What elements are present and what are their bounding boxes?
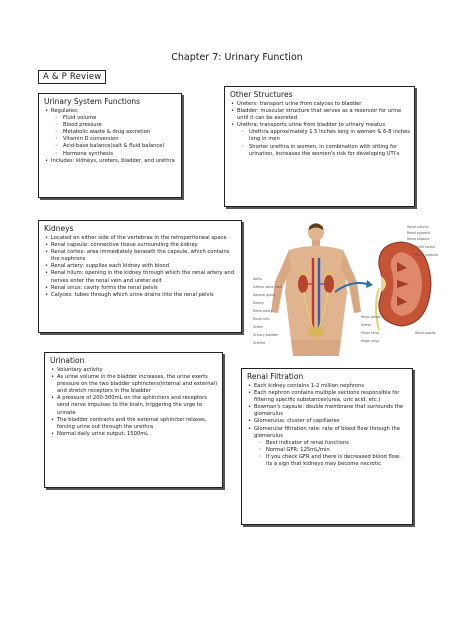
bullet-item: • A pressure of 200-300mL on the sphincters and receptors send nerve impulses to the brain, triggering the urge to urinate [50, 395, 218, 416]
bullet-item: • Urethra: transports urine from bladder to urinary meatus [230, 122, 410, 129]
label-renal-capsule: Renal capsule [407, 237, 430, 241]
bullet-item: • Voluntary activity [50, 367, 218, 374]
bullet-item: • Includes: kidneys, ureters, bladder, and urethra [44, 158, 177, 165]
label-major-calyx: Major calyx [361, 339, 380, 343]
bullet-list [50, 367, 218, 438]
sub-bullet-item: ◦ Acid-base balance(salt & fluid balance) [44, 143, 177, 150]
bullet-item: • Renal sinus: cavity forms the renal pelvis [44, 285, 237, 292]
sub-bullet-item: ◦ Fluid volume [44, 115, 177, 122]
sub-bullet-item: ◦ If you check GFR and there is decreased blood flow, its a sign that kidneys may become necrotic [247, 454, 408, 468]
label-minor-calyx: Minor calyx [361, 331, 380, 335]
bullet-item: • Renal cortex: area immediately beneath the capsule, which contains the nephrons [44, 249, 237, 263]
bullet-item: • Regulates: [44, 108, 177, 115]
urination-box [44, 352, 223, 488]
bullet-item: • Ureters: transport urine from calyces to bladder [230, 101, 410, 108]
label-urethra: Urethra [253, 341, 266, 345]
urinary-system-illustration [251, 222, 438, 356]
bullet-item: • Calyces: tubes through which urine drains into the renal pelvis [44, 292, 237, 299]
bullet-item: • Renal hilum: opening in the kidney through which the renal artery and nerves enter the renal vein and ureter exit [44, 270, 237, 284]
label-renal-pyramid: Renal pyramid [407, 231, 431, 235]
box-title: Renal Filtration [247, 372, 304, 381]
anatomy-figure [251, 222, 438, 356]
bullet-list [247, 383, 408, 468]
label-renal-papilla: Renal papilla [415, 331, 436, 335]
bullet-list [44, 235, 237, 299]
label-renal-cortex: Renal cortex [415, 245, 435, 249]
label-renal-artery: Renal artery [253, 309, 273, 313]
sub-bullet-item: ◦ Normal GFR: 125mL/min [247, 447, 408, 454]
box-title: Other Structures [230, 90, 293, 99]
label-renal-medulla: Renal medulla [415, 253, 438, 257]
label-adrenal: Adrenal gland [253, 293, 276, 297]
box-title: Kidneys [44, 224, 74, 233]
label-ureter-k: Ureter [361, 323, 372, 327]
label-vena-cava: Inferior vena cava [253, 285, 282, 289]
box-title: Urinary System Functions [44, 97, 141, 106]
bullet-item: • The bladder contracts and the external sphincter relaxes, forcing urine out through the urethra [50, 417, 218, 431]
section-heading: A & P Review [38, 70, 106, 84]
bullet-item: • Each nephron contains multiple sections responsible for filtering specific substances(urea, uric acid, etc.) [247, 390, 408, 404]
label-renal-pelvis: Renal pelvis [361, 315, 381, 319]
bullet-item: • As urine volume in the bladder increases, the urine exerts pressure on the two bladder sphincters(internal and external) and stretch receptors in the bladder [50, 374, 218, 395]
bullet-list [44, 108, 177, 165]
bullet-list [230, 101, 410, 158]
other-structures-box [224, 86, 415, 207]
label-renal-column: Renal column [407, 225, 429, 229]
bullet-item: • Glomerular filtration rate: rate of blood flow through the glomerulus [247, 426, 408, 440]
bullet-item: • Bowman's capsule: double membrane that surrounds the glomerulus [247, 404, 408, 418]
sub-bullet-item: ◦ Vitamin D conversion [44, 136, 177, 143]
label-bladder: Urinary bladder [253, 333, 278, 337]
bullet-item: • Bladder: muscular structure that serves as a reservoir for urine until it can be excreted [230, 108, 410, 122]
sub-bullet-item: ◦ Urethra approximately 1.5 inches long in women & 6-8 inches long in men [230, 129, 410, 143]
sub-bullet-item: ◦ Blood pressure [44, 122, 177, 129]
bullet-item: • Normal daily urine output: 1500mL [50, 431, 218, 438]
kidneys-box [38, 220, 242, 333]
bullet-item: • Renal artery: supplies each kidney with blood [44, 263, 237, 270]
label-aorta: Aorta [253, 277, 262, 281]
renal-filtration-box [241, 368, 413, 525]
label-renal-vein: Renal vein [253, 317, 270, 321]
sub-bullet-item: ◦ Hormone synthesis [44, 151, 177, 158]
sub-bullet-item: ◦ Shorter urethra in women, in combination with sitting for urination, increases the women's risk for developing UTI's [230, 144, 410, 158]
box-title: Urination [50, 356, 85, 365]
bullet-item: • Glomerulus: cluster of capillaries [247, 418, 408, 425]
urinary-functions-box [38, 93, 182, 198]
sub-bullet-item: ◦ Metabolic waste & drug excretion [44, 129, 177, 136]
bullet-item: • Located on either side of the vertebrae in the retroperitoneal space [44, 235, 237, 242]
bullet-item: • Renal capsule: connective tissue surrounding the kidney [44, 242, 237, 249]
label-kidney: Kidney [253, 301, 264, 305]
page-title: Chapter 7: Urinary Function [171, 52, 303, 63]
bullet-item: • Each kidney contains 1-2 million nephrons [247, 383, 408, 390]
label-ureter: Ureter [253, 325, 264, 329]
sub-bullet-item: ◦ Best indicator of renal functions [247, 440, 408, 447]
